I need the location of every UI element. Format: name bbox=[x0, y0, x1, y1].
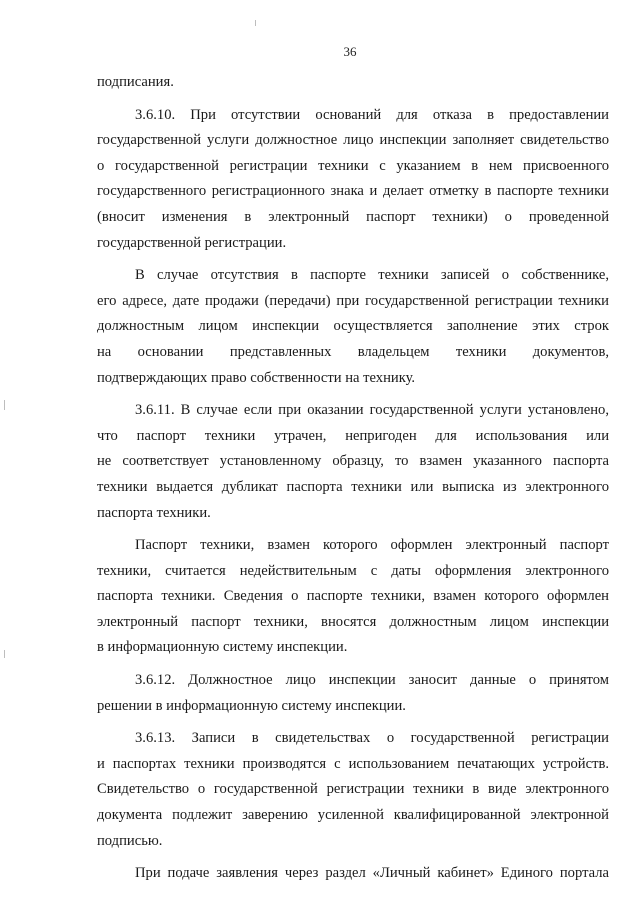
paragraph-gap bbox=[97, 256, 609, 263]
text-line: 3.6.12. Должностное лицо инспекции заносит данные о принятом bbox=[135, 672, 609, 689]
text-line: 3.6.13. Записи в свидетельствах о государственной регистрации bbox=[135, 730, 609, 747]
text-line: (вносит изменения в электронный паспорт техники) о проведенной bbox=[97, 208, 609, 225]
paragraph bbox=[97, 103, 609, 257]
paragraph bbox=[97, 70, 609, 96]
text-line: о государственной регистрации техники с указанием в нем присвоенного bbox=[97, 157, 609, 174]
text-line: что паспорт техники утрачен, непригоден для использования или bbox=[97, 427, 609, 444]
paragraph bbox=[97, 726, 609, 854]
text-line: техники выдается дубликат паспорта техники или выписка из электронного bbox=[97, 478, 609, 495]
text-line: В случае отсутствия в паспорте техники записей о собственнике, bbox=[135, 267, 609, 284]
text-line: При подаче заявления через раздел «Личный кабинет» Единого портала bbox=[135, 865, 609, 882]
text-line: техники, считается недействительным с даты оформления электронного bbox=[97, 562, 609, 579]
paragraph bbox=[97, 668, 609, 719]
paragraph-gap bbox=[97, 661, 609, 668]
scan-artifact bbox=[255, 20, 256, 26]
paragraph-gap bbox=[97, 391, 609, 398]
scan-artifact bbox=[4, 650, 5, 658]
page-number: 36 bbox=[343, 44, 357, 59]
text-line: на основании представленных владельцем техники документов, bbox=[97, 343, 609, 360]
scan-artifact bbox=[4, 400, 5, 410]
text-line: Свидетельство о государственной регистрации техники в виде электронного bbox=[97, 781, 609, 798]
text-line: и паспортах техники производятся с использованием печатающих устройств. bbox=[97, 755, 609, 772]
paragraph-gap bbox=[97, 719, 609, 726]
text-line: подписания. bbox=[97, 74, 174, 90]
paragraph bbox=[97, 533, 609, 661]
text-line: не соответствует установленному образцу, то взамен указанного паспорта bbox=[97, 453, 609, 470]
document-body bbox=[97, 70, 609, 887]
text-line: государственной услуги должностное лицо инспекции заполняет свидетельство bbox=[97, 132, 609, 149]
text-line: его адресе, дате продажи (передачи) при государственной регистрации техники bbox=[97, 292, 609, 309]
text-line: электронный паспорт техники, вносятся должностным лицом инспекции bbox=[97, 613, 609, 630]
paragraph-gap bbox=[97, 854, 609, 861]
text-line: должностным лицом инспекции осуществляется заполнение этих строк bbox=[97, 318, 609, 335]
text-line: подписью. bbox=[97, 832, 163, 849]
text-line: Паспорт техники, взамен которого оформлен электронный паспорт bbox=[135, 537, 609, 554]
text-line: паспорта техники. bbox=[97, 504, 211, 521]
paragraph-gap bbox=[97, 96, 609, 103]
text-line: решении в информационную систему инспекции. bbox=[97, 697, 406, 714]
text-line: паспорта техники. Сведения о паспорте техники, взамен которого оформлен bbox=[97, 588, 609, 605]
text-line: подтверждающих право собственности на технику. bbox=[97, 369, 416, 386]
text-line: документа подлежит заверению усиленной квалифицированной электронной bbox=[97, 807, 609, 824]
text-line: государственной регистрации. bbox=[97, 234, 287, 251]
text-line: в информационную систему инспекции. bbox=[97, 639, 348, 656]
paragraph bbox=[97, 861, 609, 887]
paragraph-gap bbox=[97, 526, 609, 533]
paragraph bbox=[97, 398, 609, 526]
text-line: 3.6.11. В случае если при оказании государственной услуги установлено, bbox=[135, 402, 609, 419]
paragraph bbox=[97, 263, 609, 391]
text-line: 3.6.10. При отсутствии оснований для отказа в предоставлении bbox=[135, 106, 609, 123]
text-line: государственного регистрационного знака и делает отметку в паспорте техники bbox=[97, 183, 609, 200]
